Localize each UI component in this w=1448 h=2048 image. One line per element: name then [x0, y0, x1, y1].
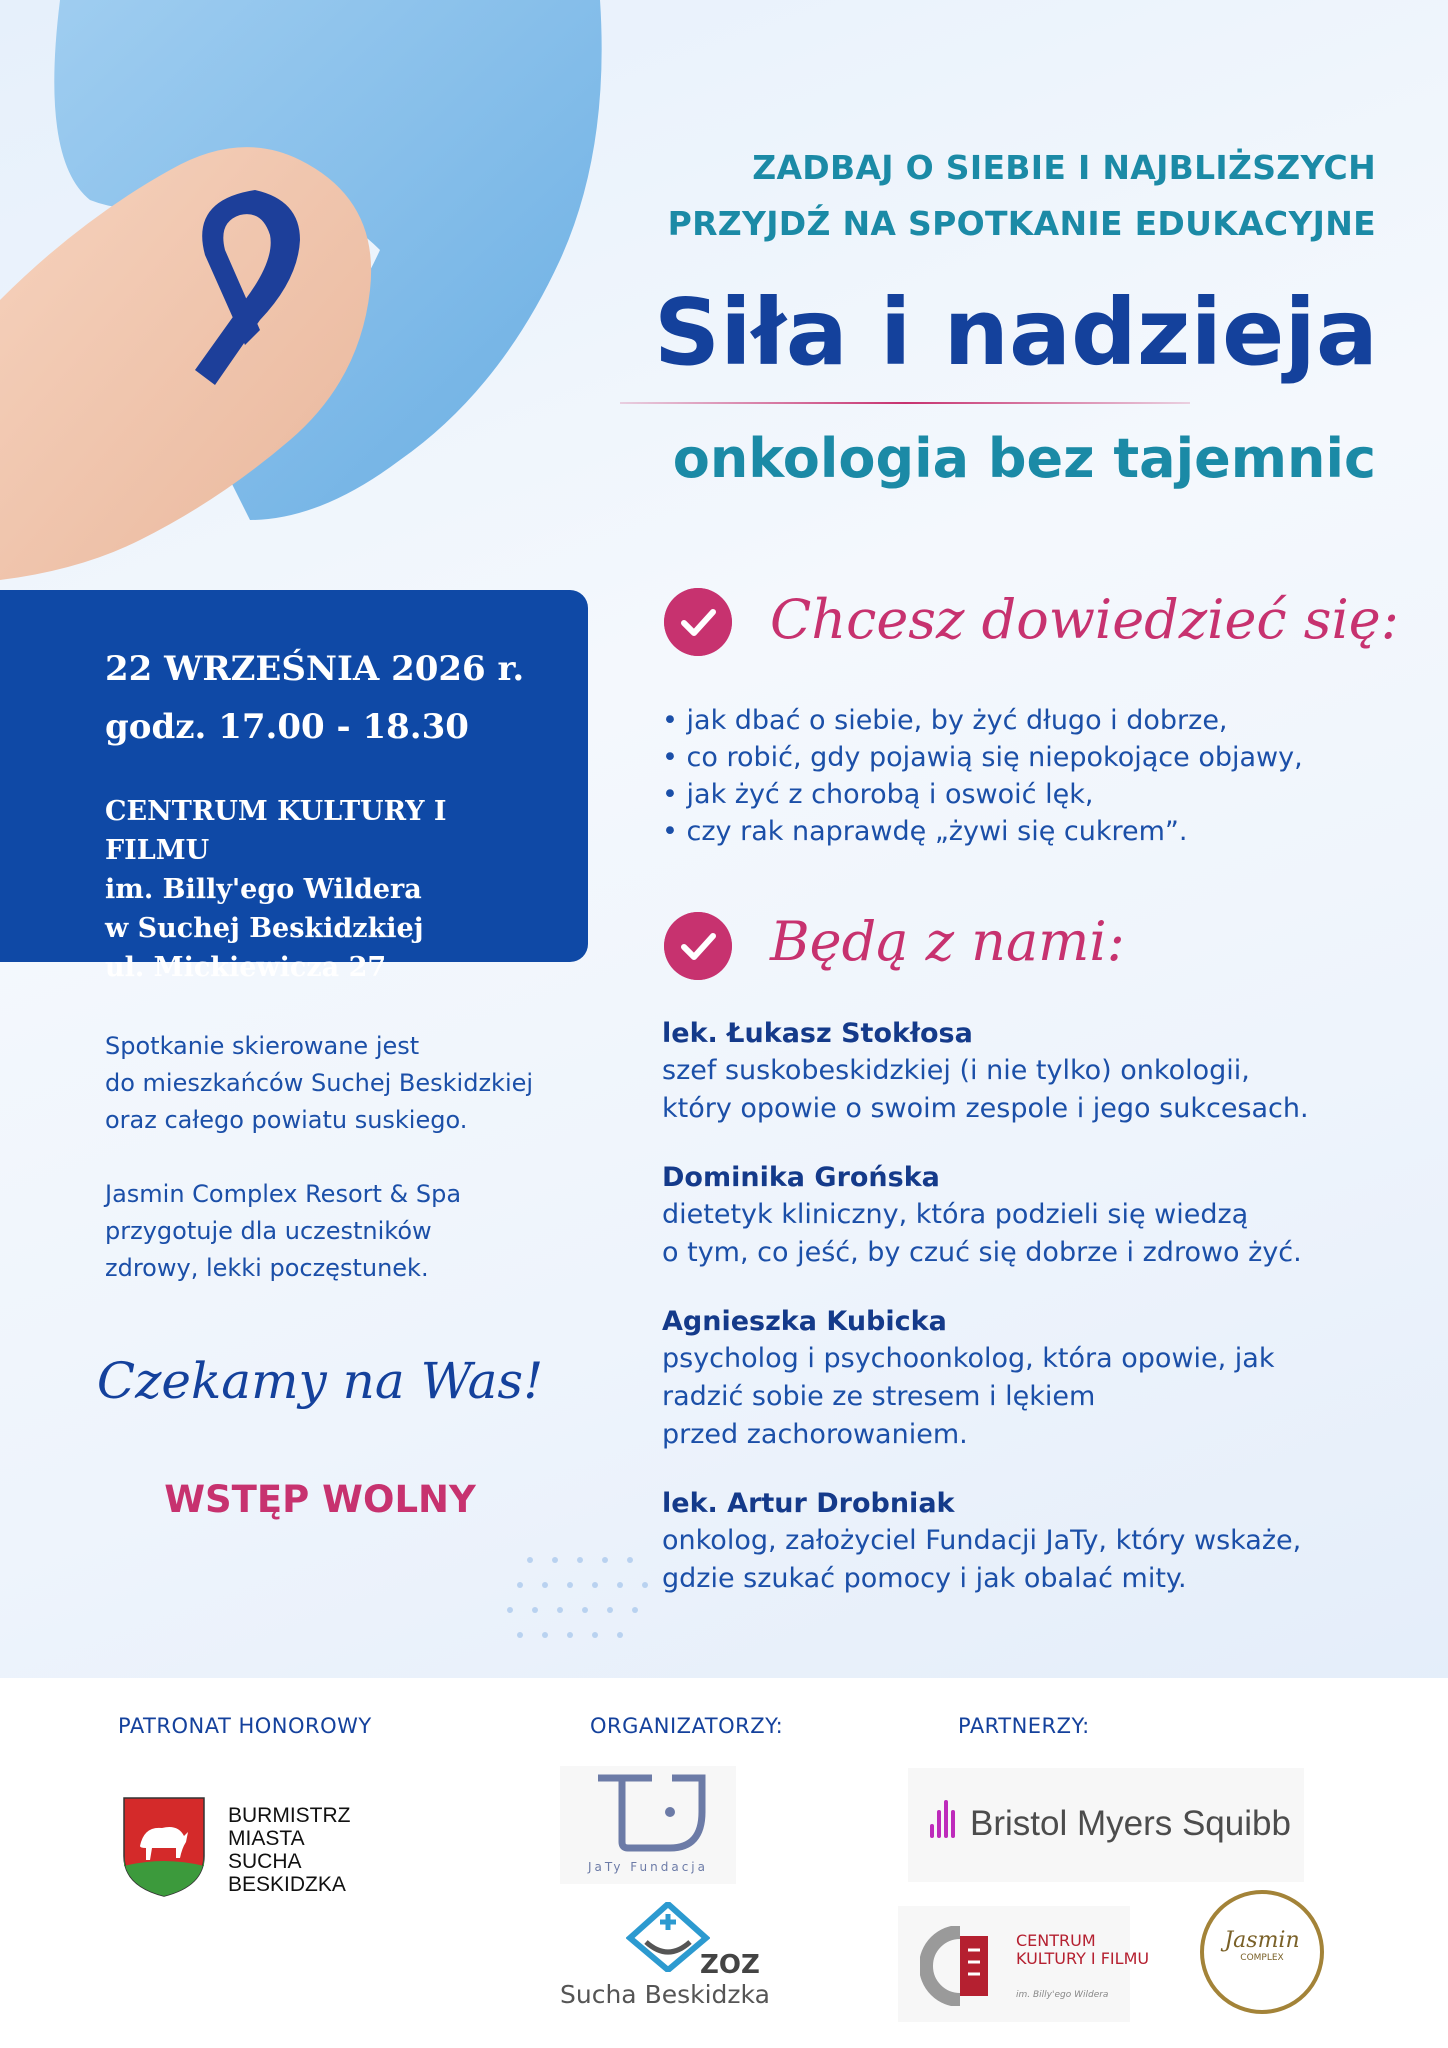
burmistrz-line: SUCHA — [228, 1850, 302, 1873]
zoz-text: ZOZ — [700, 1950, 760, 1980]
venue-line: CENTRUM KULTURY I FILMU — [105, 796, 447, 866]
list-item: • co robić, gdy pojawią się niepokojące objawy, — [662, 739, 1303, 776]
ckf-small-text: im. Billy'ego Wildera — [1016, 1990, 1109, 2000]
bms-logo-text: Bristol Myers Squibb — [970, 1804, 1291, 1843]
guest-name: lek. Artur Drobniak — [662, 1488, 955, 1519]
list-item: • czy rak naprawdę „żywi się cukrem”. — [662, 813, 1303, 850]
burmistrz-line: BESKIDZKA — [228, 1873, 346, 1896]
hand-shape — [0, 147, 371, 580]
guest-name: Agnieszka Kubicka — [662, 1306, 947, 1337]
guest-description: dietetyk kliniczny, która podzieli się wiedzą o tym, co jeść, by czuć się dobrze i zdrowo żyć. — [662, 1199, 1302, 1268]
decorative-dots — [230, 1500, 730, 1680]
page-subtitle: onkologia bez tajemnic — [672, 427, 1376, 490]
jaty-foundation-logo — [592, 1772, 708, 1854]
catering-line: Jasmin Complex Resort & Spa — [105, 1180, 462, 1208]
catering-line: zdrowy, lekki poczęstunek. — [105, 1254, 429, 1282]
audience-note — [105, 1028, 533, 1139]
audience-line: do mieszkańców Suchej Beskidzkiej — [105, 1069, 534, 1097]
guest-item — [662, 1160, 1382, 1272]
welcome-text: Czekamy na Was! — [96, 1352, 544, 1410]
jasmin-name: Jasmin — [1224, 1928, 1300, 1953]
check-circle-icon — [664, 588, 732, 656]
ckf-logo — [920, 1926, 1002, 2006]
event-venue — [105, 792, 548, 987]
list-item: • jak żyć z chorobą i oswoić lęk, — [662, 776, 1303, 813]
jasmin-sub: COMPLEX — [1240, 1953, 1284, 1963]
guest-name: lek. Łukasz Stokłosa — [662, 1018, 973, 1049]
crest-icon — [122, 1796, 206, 1898]
venue-line: im. Billy'ego Wildera — [105, 874, 422, 905]
kicker-line-2: PRZYJDŹ NA SPOTKANIE EDUKACYJNE — [667, 204, 1376, 243]
audience-line: Spotkanie skierowane jest — [105, 1032, 420, 1060]
jaty-text: JaTy Fundacja — [588, 1860, 708, 1874]
title-divider — [620, 402, 1190, 404]
learn-list — [662, 702, 1303, 850]
patronage-label: PATRONAT HONOROWY — [118, 1714, 372, 1738]
catering-note — [105, 1176, 461, 1287]
zoz-subtitle: Sucha Beskidzka — [560, 1980, 770, 2009]
guests-heading: Będą z nami: — [770, 910, 1125, 973]
event-info-box — [0, 590, 588, 983]
page-title: Siła i nadzieja — [653, 279, 1378, 386]
jasmin-logo — [1200, 1890, 1324, 2014]
event-date: 22 WRZEŚNIA 2026 r. — [105, 649, 525, 689]
hands-ribbon-illustration — [0, 0, 620, 590]
guest-name: Dominika Grońska — [662, 1162, 940, 1193]
list-item: • jak dbać o siebie, by żyć długo i dobrze, — [662, 702, 1303, 739]
guest-item — [662, 1304, 1382, 1454]
kicker-line-1: ZADBAJ O SIEBIE I NAJBLIŻSZYCH — [752, 148, 1376, 187]
check-circle-icon — [664, 912, 732, 980]
zoz-logo — [626, 1902, 710, 1972]
guest-description: onkolog, założyciel Fundacji JaTy, który wskaże, gdzie szukać pomocy i jak obalać mity. — [662, 1525, 1302, 1594]
learn-heading: Chcesz dowiedzieć się: — [770, 588, 1399, 651]
ckf-text — [1016, 1932, 1149, 1968]
free-entry-text: WSTĘP WOLNY — [164, 1478, 476, 1521]
burmistrz-line: BURMISTRZ — [228, 1804, 351, 1827]
venue-line: ul. Mickiewicza 27 — [105, 952, 387, 983]
ckf-line: KULTURY I FILMU — [1016, 1949, 1150, 1968]
guest-item — [662, 1016, 1382, 1128]
organizers-label: ORGANIZATORZY: — [590, 1714, 784, 1738]
guest-description: psycholog i psychoonkolog, która opowie, jak radzić sobie ze stresem i lękiem przed zachorowaniem. — [662, 1343, 1275, 1450]
ckf-line: CENTRUM — [1016, 1931, 1096, 1950]
burmistrz-logo-text — [228, 1804, 351, 1896]
guest-description: szef suskobeskidzkiej (i nie tylko) onkologii, który opowie o swoim zespole i jego sukcesach. — [662, 1055, 1309, 1124]
partners-label: PARTNERZY: — [958, 1714, 1090, 1738]
guest-item — [662, 1486, 1382, 1598]
burmistrz-line: MIASTA — [228, 1827, 305, 1850]
catering-line: przygotuje dla uczestników — [105, 1217, 432, 1245]
guest-list — [662, 1016, 1382, 1630]
venue-line: w Suchej Beskidzkiej — [105, 913, 424, 944]
event-time: godz. 17.00 - 18.30 — [105, 707, 469, 747]
bms-mark-icon — [930, 1800, 958, 1838]
audience-line: oraz całego powiatu suskiego. — [105, 1106, 468, 1134]
